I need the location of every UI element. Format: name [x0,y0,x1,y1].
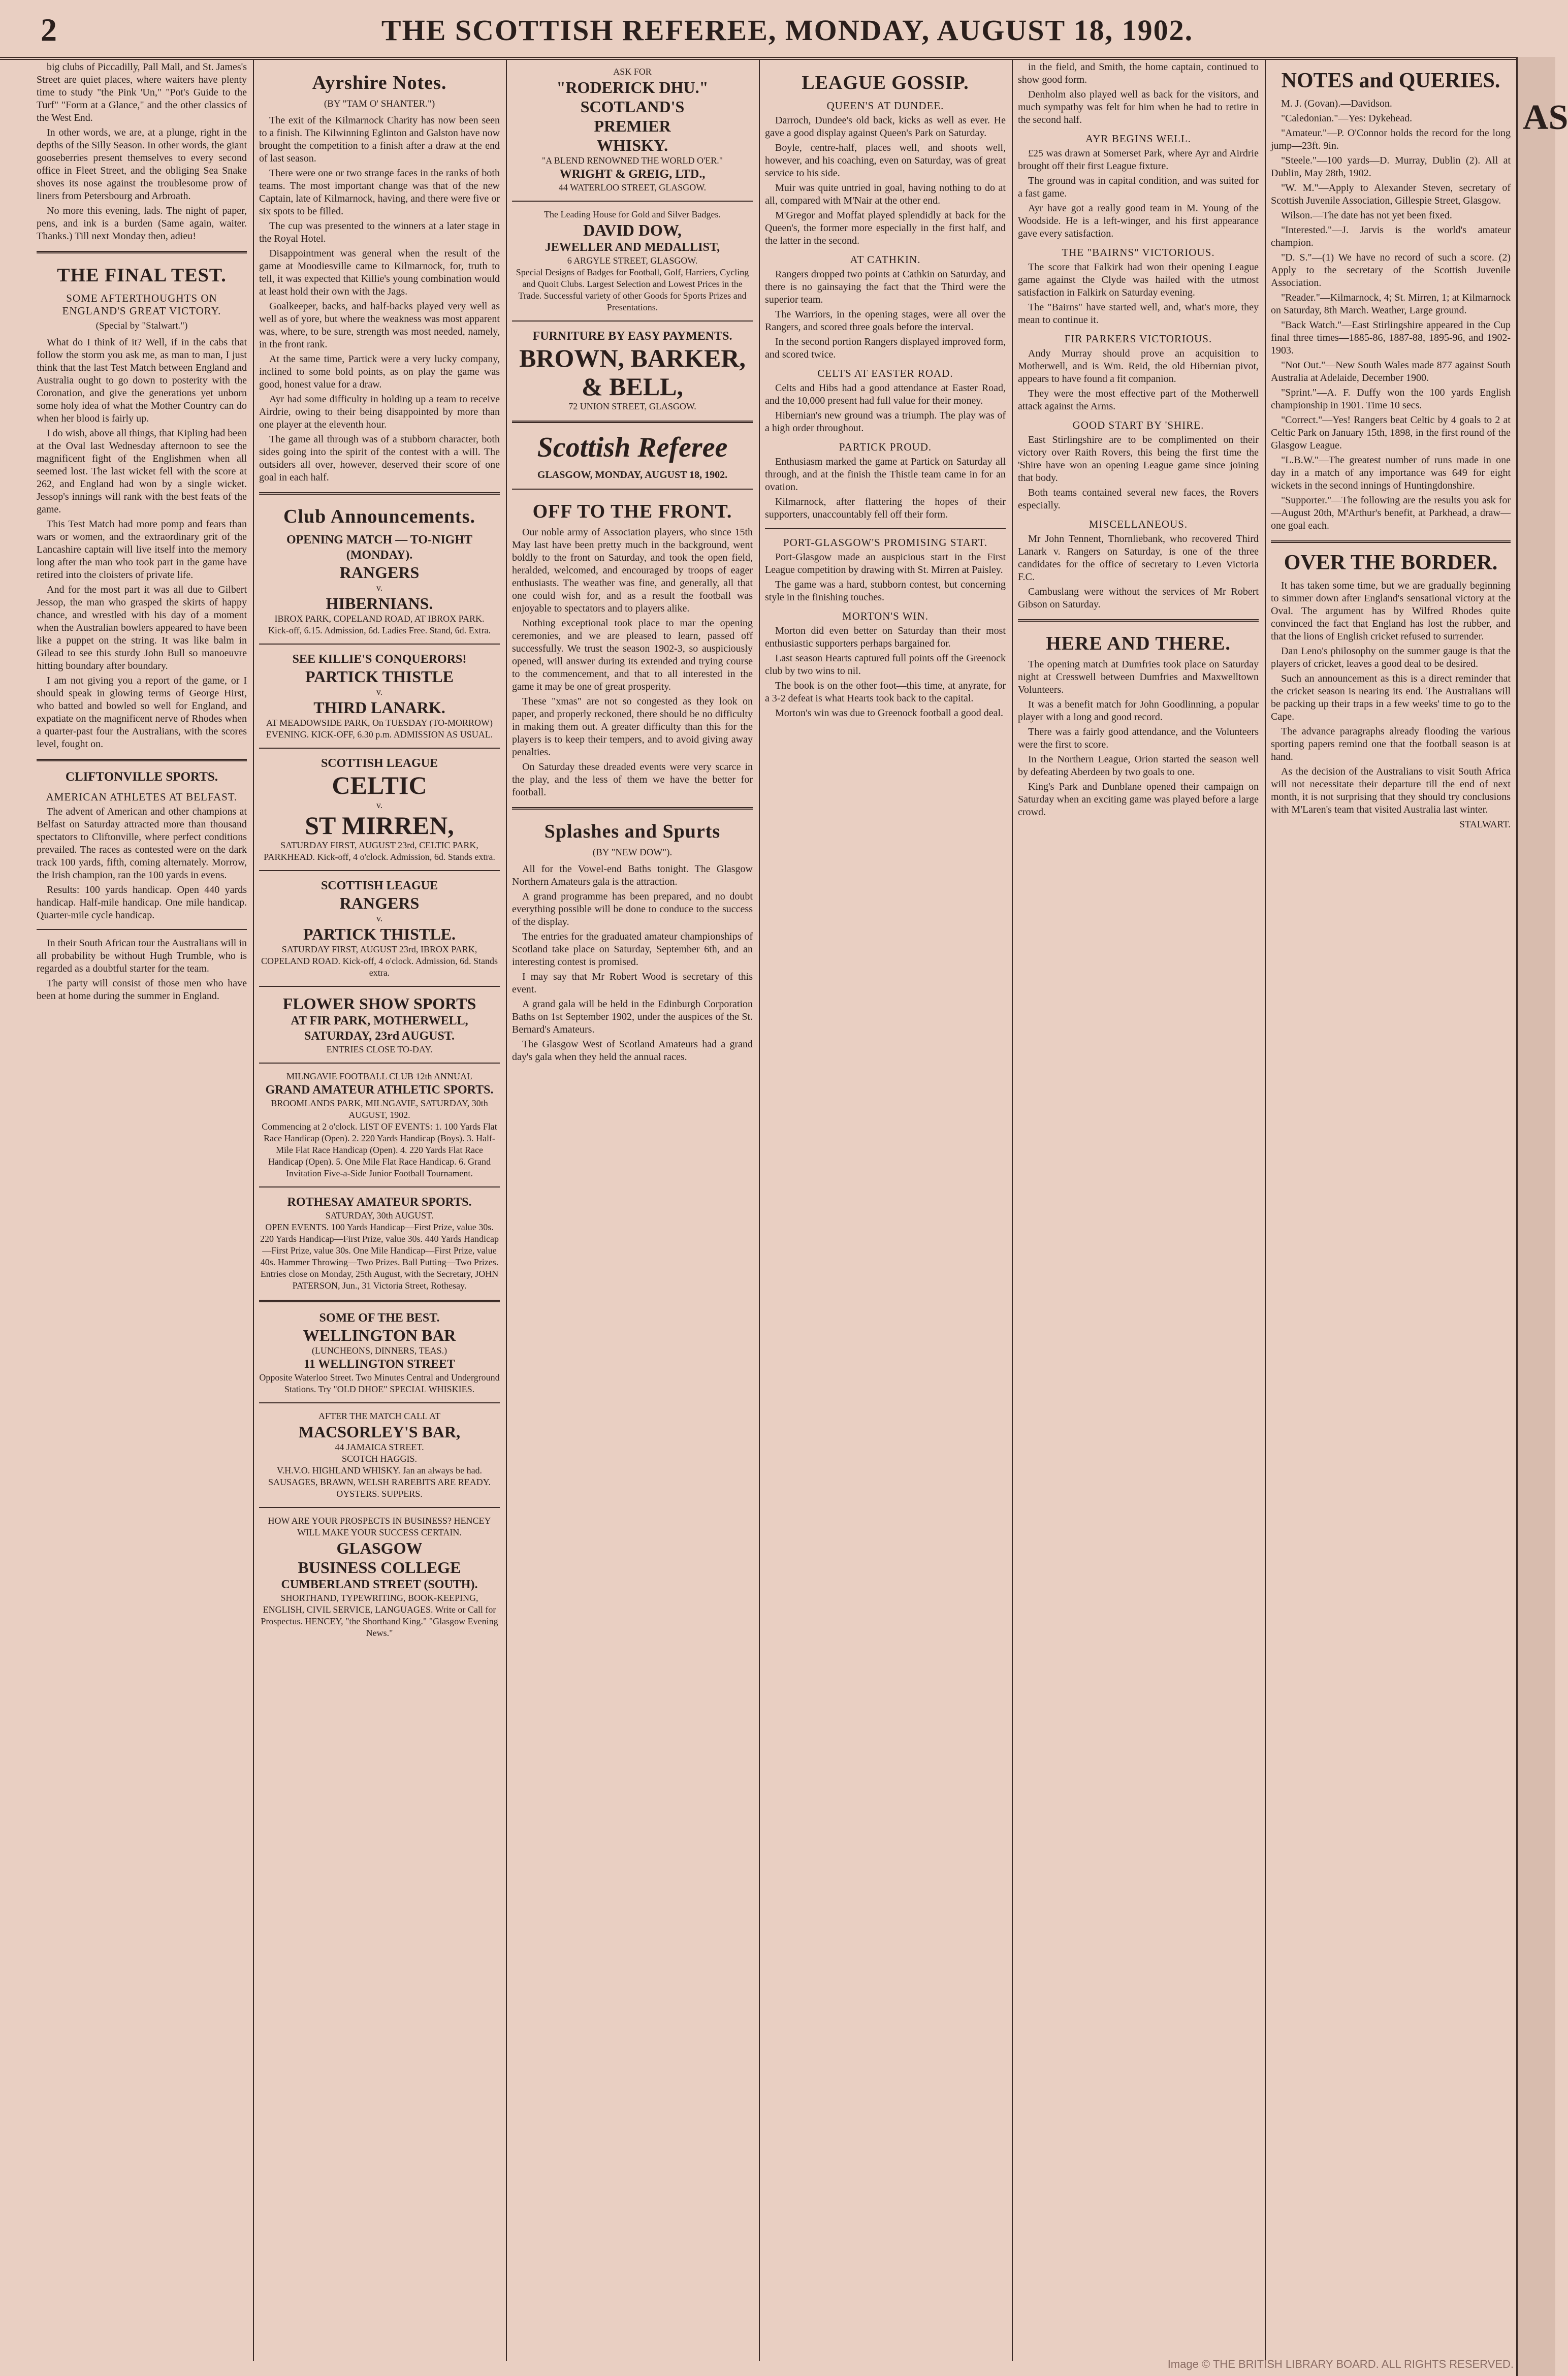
team-name: RANGERS [339,563,420,582]
ad-date: SATURDAY, 23rd AUGUST. [304,1030,455,1043]
adjacent-page-edge [1516,57,1568,2376]
query-answer: "Reader."—Kilmarnock, 4; St. Mirren, 1; at Kilmarnock on Saturday, 8th March. Weather, Large ground. [1271,292,1511,316]
separator [37,929,247,930]
article-heading: HERE AND THERE. [1046,633,1231,654]
article-byline: (BY "TAM O' SHANTER.") [324,99,435,109]
separator [259,1507,500,1508]
query-answer: "Amateur."—P. O'Connor holds the record for the long jump—23ft. 9in. [1271,127,1511,151]
article-paragraph: Celts and Hibs had a good attendance at Easter Road, and the 10,000 present had full value for their money. [765,382,1006,406]
intro-paragraph: No more this evening, lads. The night of paper, pens, and ink is a burden (Same again, waiter. Thanks.) Till next Monday then, adieu! [37,205,247,242]
ad-line: "A BLEND RENOWNED THE WORLD O'ER." [541,155,723,166]
ad-line: SEE KILLIE'S CONQUERORS! [292,653,467,666]
query-answer: M. J. (Govan).—Davidson. [1281,98,1392,109]
david-dow-ad [512,209,753,313]
article-paragraph: Denholm also played well as back for the visitors, and much sympathy was felt for him when he had to retire in the second half. [1018,89,1259,125]
ad-venue: IBROX PARK, COPELAND ROAD, AT IBROX PARK. [274,614,485,624]
separator [259,644,500,645]
column-2 [259,61,500,2357]
masthead [0,0,1554,60]
separator [37,759,247,761]
separator [512,320,753,322]
separator [259,1186,500,1187]
article-paragraph: Morton's win was due to Greenock football a good deal. [775,708,1004,719]
ad-address: 44 WATERLOO STREET, GLASGOW. [558,182,707,192]
article-paragraph: The exit of the Kilmarnock Charity has now been seen to a finish. The Kilwinning Eglinton and Galston have now brought the competition to a finish after a draw at the end of last season. [259,115,500,164]
article-paragraph: Boyle, centre-half, places well, and shoots well, however, and his coaching, even on Saturday, was of great service to his side. [765,142,1006,179]
separator [512,489,753,490]
article-subheading: AT CATHKIN. [850,253,921,266]
column-rule [1012,60,1013,2361]
team-name: ST MIRREN, [305,811,454,840]
article-byline: (BY "NEW DOW"). [592,847,673,858]
article-paragraph: The game was a hard, stubborn contest, but concerning style in the finishing touches. [765,579,1006,603]
ad-line: HOW ARE YOUR PROSPECTS IN BUSINESS? HENCEY WILL MAKE YOUR SUCCESS CERTAIN. [268,1516,491,1537]
team-name: PARTICK THISTLE. [303,925,456,943]
article-paragraph: Darroch, Dundee's old back, kicks as well as ever. He gave a good display against Queen's Park on Saturday. [765,115,1006,139]
column-1 [37,61,247,2357]
article-paragraph: In their South African tour the Australians will in all probability be without Hugh Trumble, who is regarded as a doubtful starter for the team. [37,938,247,974]
ad-venue: AT FIR PARK, MOTHERWELL, [291,1014,468,1028]
ad-company: WRIGHT & GREIG, LTD., [559,168,706,181]
article-paragraph: The opening match at Dumfries took place on Saturday night at Cresswell between Dumfries and Maxwelltown Volunteers. [1018,659,1259,695]
query-answer: Wilson.—The date has not yet been fixed. [1281,210,1452,221]
ad-line: SCOTTISH LEAGUE [321,879,438,892]
ad-line: ASK FOR [613,67,652,77]
column-rule [1265,60,1266,2361]
separator [1271,540,1511,543]
article-paragraph: Goalkeeper, backs, and half-backs played very well as well as of yore, but where the weakness was most apparent was, where, to be sure, strength was most needed, namely, in the front rank. [259,301,500,350]
ad-address: 11 WELLINGTON STREET [304,1358,455,1371]
article-paragraph: Morton did even better on Saturday than their most enthusiastic supporters perhaps bargained for. [765,625,1006,649]
query-answer: "D. S."—(1) We have no record of such a score. (2) Apply to the secretary of the Scottish Juvenile Association. [1271,252,1511,288]
query-answer: "W. M."—Apply to Alexander Steven, secretary of Scottish Juvenile Association, Gillespie Street, Glasgow. [1271,182,1511,206]
article-paragraph: Last season Hearts captured full points off the Greenock club by two wins to nil. [765,653,1006,677]
article-paragraph: The book is on the other foot—this time, at anyrate, for a 3-2 defeat is what Hearts took back to the capital. [765,680,1006,704]
article-paragraph: These "xmas" are not so congested as they look on paper, and properly reckoned, there should be no difficulty in making them out. A greater difficulty than this for the players is to keep their tempers, and to avoid giving away penalties. [512,696,753,758]
article-paragraph: There were one or two strange faces in the ranks of both teams. The most important change was that of the new Captain, late of Kilmarnock, having, and there were five or six spots to be filled. [259,168,500,217]
query-answer: "Sprint."—A. F. Duffy won the 100 yards English championship in 1901. Time 10 secs. [1271,387,1511,411]
ad-title: WELLINGTON BAR [303,1326,456,1344]
article-paragraph: in the field, and Smith, the home captain, continued to show good form. [1018,61,1259,85]
query-answer: "Caledonian."—Yes: Dykehead. [1281,113,1413,124]
ad-line: SCOTCH HAGGIS. [341,1454,418,1464]
rangers-hibernians-ad [259,532,500,636]
article-paragraph: Our noble army of Association players, who since 15th May last have been pretty much in the background, went boldly to the front on Saturday, and took the open field, heralded, welcomed, and encouraged by troops of eager enthusiasts. The weather was fine, and generally, all that one could wish for, and as a result the football was enjoyable to spectators and to players alike. [512,527,753,614]
ad-title: PREMIER [594,117,671,135]
article-paragraph: I do wish, above all things, that Kipling had been at the Oval last Wednesday afternoon to see the magnificent fight of the Englishmen when all seemed lost. The last wicket fell with the score at 262, and England had won by a single wicket. Jessop's innings will rank with the best feats of the game. [37,428,247,515]
column-rule [506,60,507,2361]
article-subheading: CELTS AT EASTER ROAD. [817,367,953,379]
article-paragraph: The ground was in capital condition, and was suited for a fast game. [1018,175,1259,199]
article-paragraph: Such an announcement as this is a direct reminder that the cricket season is nearing its end. The Australians will be packing up their traps in a few weeks' time to go to the Cape. [1271,673,1511,722]
intro-paragraph: big clubs of Piccadilly, Pall Mall, and St. James's Street are quiet places, where waiters have plenty time to study "the Pink 'Un," "Pot's Guide to the Turf" "Form at a Glance," and the other classics of the West End. [37,61,247,123]
article-subheading: PORT-GLASGOW'S PROMISING START. [783,536,988,549]
paper-logo [512,431,753,464]
article-paragraph: All for the Vowel-end Baths tonight. The Glasgow Northern Amateurs gala is the attraction. [512,863,753,887]
brown-barker-bell-ad [512,329,753,412]
article-paragraph: And for the most part it was all due to Gilbert Jessop, the man who grasped the skirts of happy chance, and wrestled with his day of a moment when the Australian bowlers appeared to have been like a puppet on the string. It was like balm in Gilead to see this sturdy John Bull so manoeuvre hitting boundary after boundary. [37,584,247,671]
article-subheading: THE "BAIRNS" VICTORIOUS. [1062,246,1215,259]
article-paragraph: Andy Murray should prove an acquisition to Motherwell, and is Wm. Reid, the old Hibernian pivot, appears to have found a fit companion. [1018,348,1259,384]
query-answer: "Not Out."—New South Wales made 877 against South Australia at Adelaide, December 1900. [1271,360,1511,383]
team-name: THIRD LANARK. [313,698,445,717]
article-paragraph: King's Park and Dunblane opened their campaign on Saturday when an exciting game was played before a large crowd. [1018,781,1259,818]
ad-title: MACSORLEY'S BAR, [298,1423,461,1441]
ad-details: AT MEADOWSIDE PARK, On TUESDAY (TO-MORROW) EVENING. KICK-OFF, 6.30 p.m. ADMISSION AS USUAL. [266,718,493,740]
ad-title: "RODERICK DHU." [556,78,709,97]
ad-title: BROWN, BARKER, & BELL, [519,344,746,401]
ad-details: Kick-off, 6.15. Admission, 6d. Ladies Free. Stand, 6d. Extra. [268,625,491,635]
article-byline: (Special by "Stalwart.") [95,320,188,331]
ad-details: Opposite Waterloo Street. Two Minutes Central and Underground Stations. Try "OLD DHOE" SPECIAL WHISKIES. [259,1372,500,1394]
versus: v. [376,687,383,697]
ad-title: WHISKY. [596,136,668,154]
article-paragraph: East Stirlingshire are to be complimented on their victory over Raith Rovers, this being the first time the 'Shire have won an opening League game since joining that body. [1018,434,1259,484]
ad-venue: BROOMLANDS PARK, MILNGAVIE, SATURDAY, 30th AUGUST, 1902. [271,1098,488,1120]
versus: v. [376,913,383,923]
article-paragraph: A grand gala will be held in the Edinburgh Corporation Baths on 1st September 1902, under the auspices of the St. Bernard's Amateurs. [512,999,753,1035]
paper-dateline: GLASGOW, MONDAY, AUGUST 18, 1902. [537,469,728,480]
query-answer: "Steele."—100 yards—D. Murray, Dublin (2). All at Dublin, May 28th, 1902. [1271,155,1511,179]
ad-title: FLOWER SHOW SPORTS [282,994,476,1013]
article-paragraph: Ayr had some difficulty in holding up a team to receive Airdrie, owing to their being disappointed by more than one player at the eleventh hour. [259,394,500,430]
ad-title: ROTHESAY AMATEUR SPORTS. [287,1196,472,1209]
wellington-bar-ad [259,1310,500,1395]
article-subheading: QUEEN'S AT DUNDEE. [826,100,944,112]
article-paragraph: Hibernian's new ground was a triumph. The play was of a high order throughout. [765,410,1006,434]
article-paragraph: Nothing exceptional took place to mar the opening ceremonies, and we are pleased to learn, passed off successfully. We trust the season 1902-3, so auspiciously opened, will answer during its extended and trying course to the commencement, and that to all interested in the game it may be one of great prosperity. [512,618,753,692]
article-byline: STALWART. [1459,819,1511,830]
article-paragraph: At the same time, Partick were a very lucky company, inclined to some bold points, as on play the game was good, honest value for a draw. [259,354,500,390]
section-heading: Club Announcements. [283,506,475,527]
separator [1018,619,1259,622]
rangers-partick-ad [259,878,500,979]
separator [259,1063,500,1064]
separator [259,748,500,749]
article-paragraph: The advent of American and other champions at Belfast on Saturday attracted more than thousand spectators to Cliftonville, where perfect conditions prevailed. The races as contested were on the dark track 100 yards, fifth, coming alternately. Morrow, the Irish champion, ran the 100 yards in evens. [37,806,247,881]
separator [259,870,500,871]
article-paragraph: Cambuslang were without the services of Mr Robert Gibson on Saturday. [1018,586,1259,610]
article-paragraph: On Saturday these dreaded events were very scarce in the play, and the less of them we have the better for football. [512,761,753,798]
article-subheading: PARTICK PROUD. [839,441,932,453]
business-college-ad [259,1515,500,1639]
article-paragraph: In the second portion Rangers displayed improved form, and scored twice. [765,336,1006,360]
query-answer: "L.B.W."—The greatest number of runs made in one day in a match of any importance was 649 for eight wickets in the second innings of Huntingdonshire. [1271,455,1511,491]
team-name: RANGERS [339,894,420,912]
article-paragraph: The cup was presented to the winners at a later stage in the Royal Hotel. [259,220,500,244]
separator [512,421,753,423]
article-paragraph: Muir was quite untried in goal, having nothing to do at all, compared with M'Nair at the other end. [765,182,1006,206]
logo-text: Scottish Referee [537,432,728,463]
article-paragraph: This Test Match had more pomp and fears than wars or women, and the extraordinary grit of the Lancashire captain will live itself into the memory long after the man who took part in the game have retired into the cloisters of private life. [37,519,247,581]
ad-line: AFTER THE MATCH CALL AT [318,1411,440,1421]
ad-line: SCOTTISH LEAGUE [321,757,438,770]
article-subheading: MORTON'S WIN. [842,610,929,622]
article-paragraph: The advance paragraphs already flooding the various sporting papers remind one that the football season is at hand. [1271,726,1511,762]
separator [259,1402,500,1403]
ad-title: GLASGOW [336,1539,423,1557]
article-paragraph: The Warriors, in the opening stages, were all over the Rangers, and scored three goals before the interval. [765,309,1006,333]
macsorley-bar-ad [259,1410,500,1500]
article-paragraph: The score that Falkirk had won their opening League game against the Clyde was hailed with the utmost satisfaction in Falkirk on Saturday evening. [1018,262,1259,298]
column-5 [1018,61,1259,2357]
article-heading: OFF TO THE FRONT. [532,501,732,522]
article-paragraph: Results: 100 yards handicap. Open 440 yards handicap. Half-mile handicap. One mile handicap. Quarter-mile cycle handicap. [37,884,247,921]
ad-line: SAUSAGES, BRAWN, WELSH RAREBITS ARE READY. OYSTERS. SUPPERS. [268,1477,491,1499]
article-paragraph: It was a benefit match for John Goodlinning, a popular player with a long and good record. [1018,699,1259,723]
ad-date: SATURDAY, 30th AUGUST. [325,1210,434,1221]
article-paragraph: It has taken some time, but we are gradually beginning to simmer down after England's sensational victory at the Oval. The argument has by Wilfred Rhodes quite convinced the fact that England has lost the rubber, and that the lions of English cricket refused to surrender. [1271,580,1511,642]
article-paragraph: I may say that Mr Robert Wood is secretary of this event. [512,971,753,995]
article-paragraph: A grand programme has been prepared, and no doubt everything possible will be done to conduce to the success of the display. [512,891,753,927]
article-heading: Splashes and Spurts [544,821,721,842]
query-answer: "Correct."—Yes! Rangers beat Celtic by 4 goals to 2 at Celtic Park on January 15th, 1898, in the first round of the Glasgow League. [1271,414,1511,451]
article-paragraph: Enthusiasm marked the game at Partick on Saturday all through, and at the finish the Thistle team came in for an ovation. [765,456,1006,493]
adjacent-page-fragment: AS [1523,98,1568,137]
article-paragraph: As the decision of the Australians to visit South Africa will not necessitate their departure till the end of next month, it is not surprising that they should try conclusions with M'Laren's team that visited Australia last winter. [1271,766,1511,815]
article-paragraph: £25 was drawn at Somerset Park, where Ayr and Airdrie brought off their first League fixture. [1018,148,1259,172]
query-answer: "Supporter."—The following are the results you ask for—August 20th, M'Arthur's benefit, at Parkhead, a draw—one goal each. [1271,495,1511,531]
article-subheading: GOOD START BY 'SHIRE. [1072,419,1204,431]
article-subheading: AYR BEGINS WELL. [1085,133,1191,145]
article-paragraph: Dan Leno's philosophy on the summer gauge is that the players of cricket, leaves a good deal to be desired. [1271,646,1511,669]
article-paragraph: Disappointment was general when the result of the game at Moodiesville came to Kilmarnock, for, truth to tell, it was expected that Killie's young combination would at least hold their own with the Jags. [259,248,500,297]
ad-details: SATURDAY FIRST, AUGUST 23rd, IBROX PARK, COPELAND ROAD. Kick-off, 4 o'clock. Admission, 6d. Stands extra. [261,944,498,978]
article-paragraph: They were the most effective part of the Motherwell attack against the Arms. [1018,388,1259,412]
ad-line: V.H.V.O. HIGHLAND WHISKY. Jan an always be had. [276,1465,483,1475]
article-paragraph: What do I think of it? Well, if in the cabs that follow the storm you ask me, as man to man, I just think that the last Test Match between England and Australia ought to go down to posterity with the Coronation, and give the generations yet unborn some holy idea of what the Mother Country can do when her blood is fairly up. [37,337,247,424]
article-paragraph: There was a fairly good attendance, and the Volunteers were the first to score. [1018,726,1259,750]
column-4 [765,61,1006,2357]
separator [512,201,753,202]
article-subheading: AMERICAN ATHLETES AT BELFAST. [46,791,238,803]
article-paragraph: Ayr have got a really good team in M. Young of the Woodside. He is a left-winger, and his first appearance gave every satisfaction. [1018,203,1259,239]
partick-third-lanark-ad [259,652,500,741]
team-name: CELTIC [332,771,427,799]
team-name: HIBERNIANS. [326,594,433,613]
rothesay-sports-ad [259,1195,500,1292]
versus: v. [376,800,383,810]
article-paragraph: Both teams contained several new faces, the Rovers especially. [1018,487,1259,511]
ad-details: Special Designs of Badges for Football, Golf, Harriers, Cycling and Quoit Clubs. Largest Selection and Lowest Prices in the Trade. Successful variety of other Goods for Sports Prizes and Presentations. [516,267,749,312]
column-6 [1271,61,1511,2357]
article-subheading: SOME AFTERTHOUGHTS ON ENGLAND'S GREAT VICTORY. [62,292,221,317]
article-paragraph: Mr John Tennent, Thornliebank, who recovered Third Lanark v. Rangers on Saturday, is one of the three candidates for the office of secretary to Leven Victoria F.C. [1018,533,1259,583]
celtic-st-mirren-ad [259,756,500,863]
ad-line: OPENING MATCH — TO-NIGHT (MONDAY). [286,533,473,562]
ad-details: ENTRIES CLOSE TO-DAY. [326,1044,433,1054]
ad-details: SATURDAY FIRST, AUGUST 23rd, CELTIC PARK, PARKHEAD. Kick-off, 4 o'clock. Admission, 6d. Stands extra. [264,840,495,862]
ad-line: The Leading House for Gold and Silver Badges. [544,209,721,219]
article-paragraph: Port-Glasgow made an auspicious start in the First League competition by drawing with St. Mirren at Paisley. [765,552,1006,575]
ad-details: OPEN EVENTS. 100 Yards Handicap—First Prize, value 30s. 220 Yards Handicap—First Prize, value 30s. 440 Yards Handicap—First Prize, value 30s. One Mile Handicap—First Prize, value 40s. Hammer Throwing—Two Prizes. Ball Putting—Two Prizes. [260,1222,499,1267]
ad-address: 6 ARGYLE STREET, GLASGOW. [567,255,698,266]
article-paragraph: The entries for the graduated amateur championships of Scotland take place on Saturday, September 6th, and an interesting contest is promised. [512,931,753,968]
ad-line: FURNITURE BY EASY PAYMENTS. [532,330,732,343]
article-subheading: FIR PARKERS VICTORIOUS. [1064,333,1212,345]
ad-title: BUSINESS COLLEGE [298,1558,461,1577]
milngavie-sports-ad [259,1071,500,1179]
article-paragraph: I am not giving you a report of the game, or I should speak in glowing terms of George Hirst, who batted and bowled so well for England, and expatiate on the magnificent nerve of Rhodes when a quarter-past four the Australians, with the scores level, fought on. [37,675,247,750]
column-3 [512,61,753,2357]
separator [512,807,753,810]
ad-details: SHORTHAND, TYPEWRITING, BOOK-KEEPING, ENGLISH, CIVIL SERVICE, LANGUAGES. Write or Call for Prospectus. HENCEY, "the Shorthand King." "Glasgow Evening News." [261,1593,498,1638]
page-number: 2 [41,12,57,48]
versus: v. [376,583,383,593]
article-paragraph: Kilmarnock, after flattering the hopes of their supporters, unaccountably fell off their form. [765,496,1006,520]
image-credit: Image © THE BRITISH LIBRARY BOARD. ALL RIGHTS RESERVED. [1167,2358,1514,2370]
ad-title: GRAND AMATEUR ATHLETIC SPORTS. [265,1083,494,1097]
article-paragraph: M'Gregor and Moffat played splendidly at back for the Queen's, the former more especially in the first half, and the latter in the second. [765,210,1006,246]
ad-line: SOME OF THE BEST. [319,1311,440,1325]
article-heading: LEAGUE GOSSIP. [802,72,969,93]
article-heading: THE FINAL TEST. [57,265,227,286]
flower-show-ad [259,994,500,1055]
article-heading: NOTES and QUERIES. [1281,69,1500,92]
article-subheading: MISCELLANEOUS. [1089,518,1188,530]
article-paragraph: In the Northern League, Orion started the season well by defeating Aberdeen by two goals to one. [1018,754,1259,778]
column-rule [253,60,254,2361]
newspaper-title: THE SCOTTISH REFEREE, MONDAY, AUGUST 18, 1902. [381,14,1194,47]
article-paragraph: The game all through was of a stubborn character, both sides going into the spirit of the contest with a will. The outsiders all over, however, deserved their score of one goal in each half. [259,434,500,483]
ad-details: Commencing at 2 o'clock. LIST OF EVENTS: 1. 100 Yards Flat Race Handicap (Open). 2. 220 Yards Handicap (Boys). 3. Half-Mile Flat Race Handicap (Open). 4. 220 Yards Flat Race Handicap (Open). 5. One Mile Flat Race Handicap. 6. Grand Invitation Five-a-Side Junior Football Tournament. [262,1121,497,1178]
roderick-dhu-ad [512,66,753,194]
article-heading: CLIFTONVILLE SPORTS. [65,770,218,784]
separator [259,492,500,495]
separator [37,251,247,253]
intro-paragraph: In other words, we are, at a plunge, right in the depths of the Silly Season. In other words, the giant gooseberries present themselves to every second office in Fleet Street, and the obliging Sea Snake shoves its nose against the troublesome prow of liners from Petersbourg and Arbroath. [37,127,247,202]
ad-line: (LUNCHEONS, DINNERS, TEAS.) [311,1345,447,1356]
ad-title: SCOTLAND'S [580,98,685,116]
article-paragraph: The party will consist of those men who have been at home during the summer in England. [37,978,247,1002]
ad-address: 72 UNION STREET, GLASGOW. [568,401,696,411]
separator [765,528,1006,529]
query-answer: "Interested."—J. Jarvis is the world's amateur champion. [1271,224,1511,248]
query-answer: "Back Watch."—East Stirlingshire appeared in the Cup final three times—1885-86, 1887-88, 1895-96, and 1902-1903. [1271,319,1511,356]
article-paragraph: The Glasgow West of Scotland Amateurs had a grand day's gala when they held the annual races. [512,1039,753,1063]
article-paragraph: The "Bairns" have started well, and, what's more, they mean to continue it. [1018,302,1259,326]
article-heading: Ayrshire Notes. [312,72,447,93]
ad-address: 44 JAMAICA STREET. [335,1442,424,1452]
team-name: PARTICK THISTLE [305,667,454,686]
ad-details: Entries close on Monday, 25th August, with the Secretary, JOHN PATERSON, Jun., 31 Victoria Street, Rothesay. [260,1269,499,1291]
ad-title: DAVID DOW, [583,221,682,239]
ad-line: MILNGAVIE FOOTBALL CLUB 12th ANNUAL [286,1071,472,1081]
separator [259,1300,500,1302]
column-rule [759,60,760,2361]
ad-line: JEWELLER AND MEDALLIST, [545,241,720,254]
article-heading: OVER THE BORDER. [1284,551,1498,574]
ad-address: CUMBERLAND STREET (SOUTH). [281,1578,478,1591]
article-paragraph: Rangers dropped two points at Cathkin on Saturday, and there is no gainsaying the fact that the Third were the superior team. [765,269,1006,305]
separator [259,986,500,987]
